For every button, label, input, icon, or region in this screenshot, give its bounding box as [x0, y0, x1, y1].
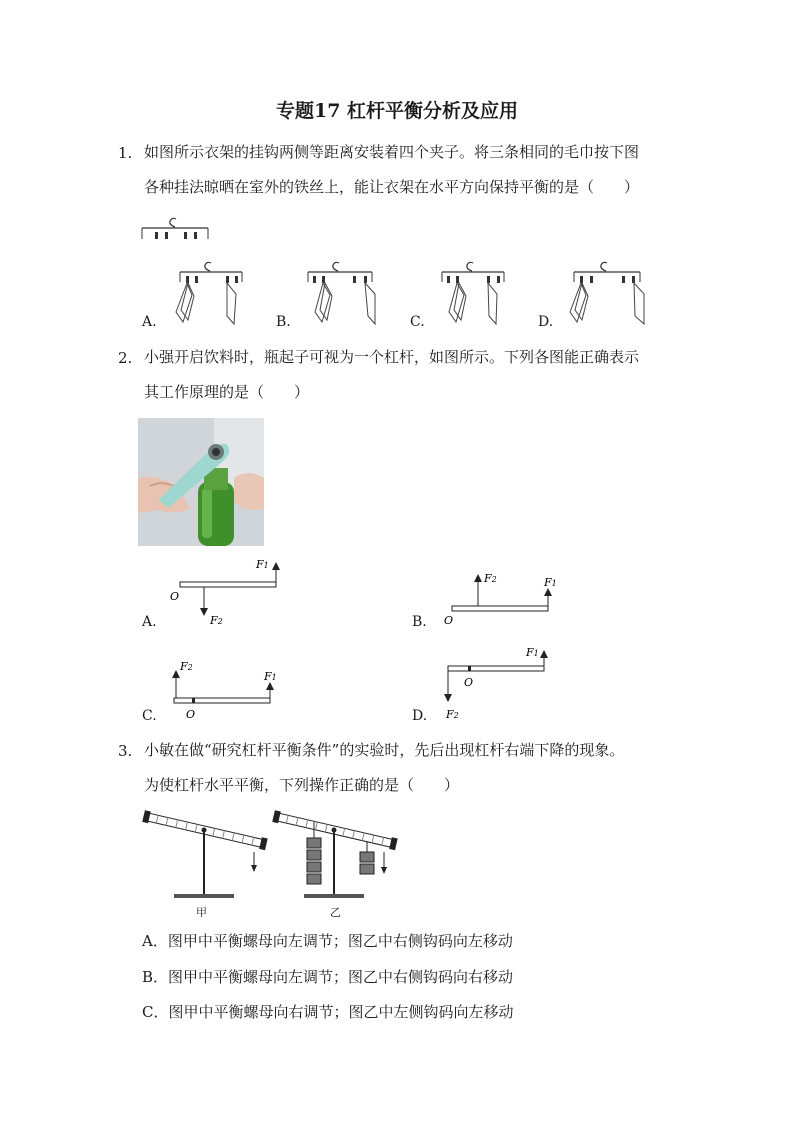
q2-option-b-diagram: [438, 566, 568, 626]
q3-line1: 小敏在做“研究杠杆平衡条件”的实验时，先后出现杠杆右端下降的现象。: [144, 741, 625, 759]
svg-text:O: O: [464, 676, 474, 689]
q1-option-d-label: D.: [538, 314, 554, 330]
q2-number: 2.: [118, 349, 133, 367]
q2-line1: 小强开启饮料时，瓶起子可视为一个杠杆，如图所示。下列各图能正确表示: [144, 348, 640, 366]
q1-line1: 如图所示衣架的挂钩两侧等距离安装着四个夹子。将三条相同的毛巾按下图: [144, 143, 640, 161]
q2-option-b-label: B.: [412, 614, 427, 630]
q3-option-b: B．图甲中平衡螺母向左调节；图乙中右侧钩码向右移动: [142, 968, 514, 986]
q2-option-d-diagram: [438, 642, 568, 722]
q1-option-a-figure: [168, 258, 252, 326]
svg-text:F2: F2: [210, 614, 223, 627]
figure-label-jia: 甲: [196, 906, 207, 919]
q2-option-c-diagram: [160, 656, 290, 722]
figure-label-yi: 乙: [330, 906, 341, 919]
q1-option-c-figure: [436, 258, 520, 326]
pivot-label-o: O: [170, 590, 180, 603]
q2-option-a-label: A.: [142, 614, 157, 630]
q1-line2: 各种挂法晾晒在室外的铁丝上，能让衣架在水平方向保持平衡的是（ ）: [144, 178, 640, 196]
q3-option-a: A．图甲中平衡螺母向左调节；图乙中右侧钩码向左移动: [142, 932, 513, 950]
svg-text:F2: F2: [180, 660, 193, 673]
q1-number: 1.: [118, 144, 133, 162]
q3-number: 3.: [118, 742, 133, 760]
q2-option-d-label: D.: [412, 708, 428, 724]
lever-figure-yi: [270, 808, 400, 918]
q3-option-c: C．图甲中平衡螺母向右调节；图乙中左侧钩码向左移动: [142, 1003, 514, 1021]
lever-figure-jia: [140, 808, 270, 918]
q1-option-a-label: A.: [142, 314, 157, 330]
q3-line2: 为使杠杆水平平衡，下列操作正确的是（ ）: [144, 776, 460, 794]
svg-text:F1: F1: [526, 646, 539, 659]
q2-line2: 其工作原理的是（ ）: [144, 383, 310, 401]
svg-text:O: O: [186, 708, 196, 721]
svg-text:F1: F1: [544, 576, 557, 589]
q1-option-b-figure: [302, 258, 386, 326]
q2-option-c-label: C.: [142, 708, 157, 724]
q1-option-c-label: C.: [410, 314, 425, 330]
bottle-opener-photo: [138, 418, 264, 546]
q1-option-d-figure: [564, 258, 652, 326]
svg-text:O: O: [444, 614, 454, 626]
svg-text:F2: F2: [446, 708, 459, 721]
page-title: 专题17 杠杆平衡分析及应用: [275, 100, 519, 122]
hanger-reference-figure: [138, 212, 212, 246]
svg-text:F2: F2: [484, 572, 497, 585]
svg-text:F1: F1: [264, 670, 277, 683]
q2-option-a-diagram: [160, 558, 290, 630]
q1-option-b-label: B.: [276, 314, 291, 330]
svg-text:F1: F1: [256, 558, 269, 571]
